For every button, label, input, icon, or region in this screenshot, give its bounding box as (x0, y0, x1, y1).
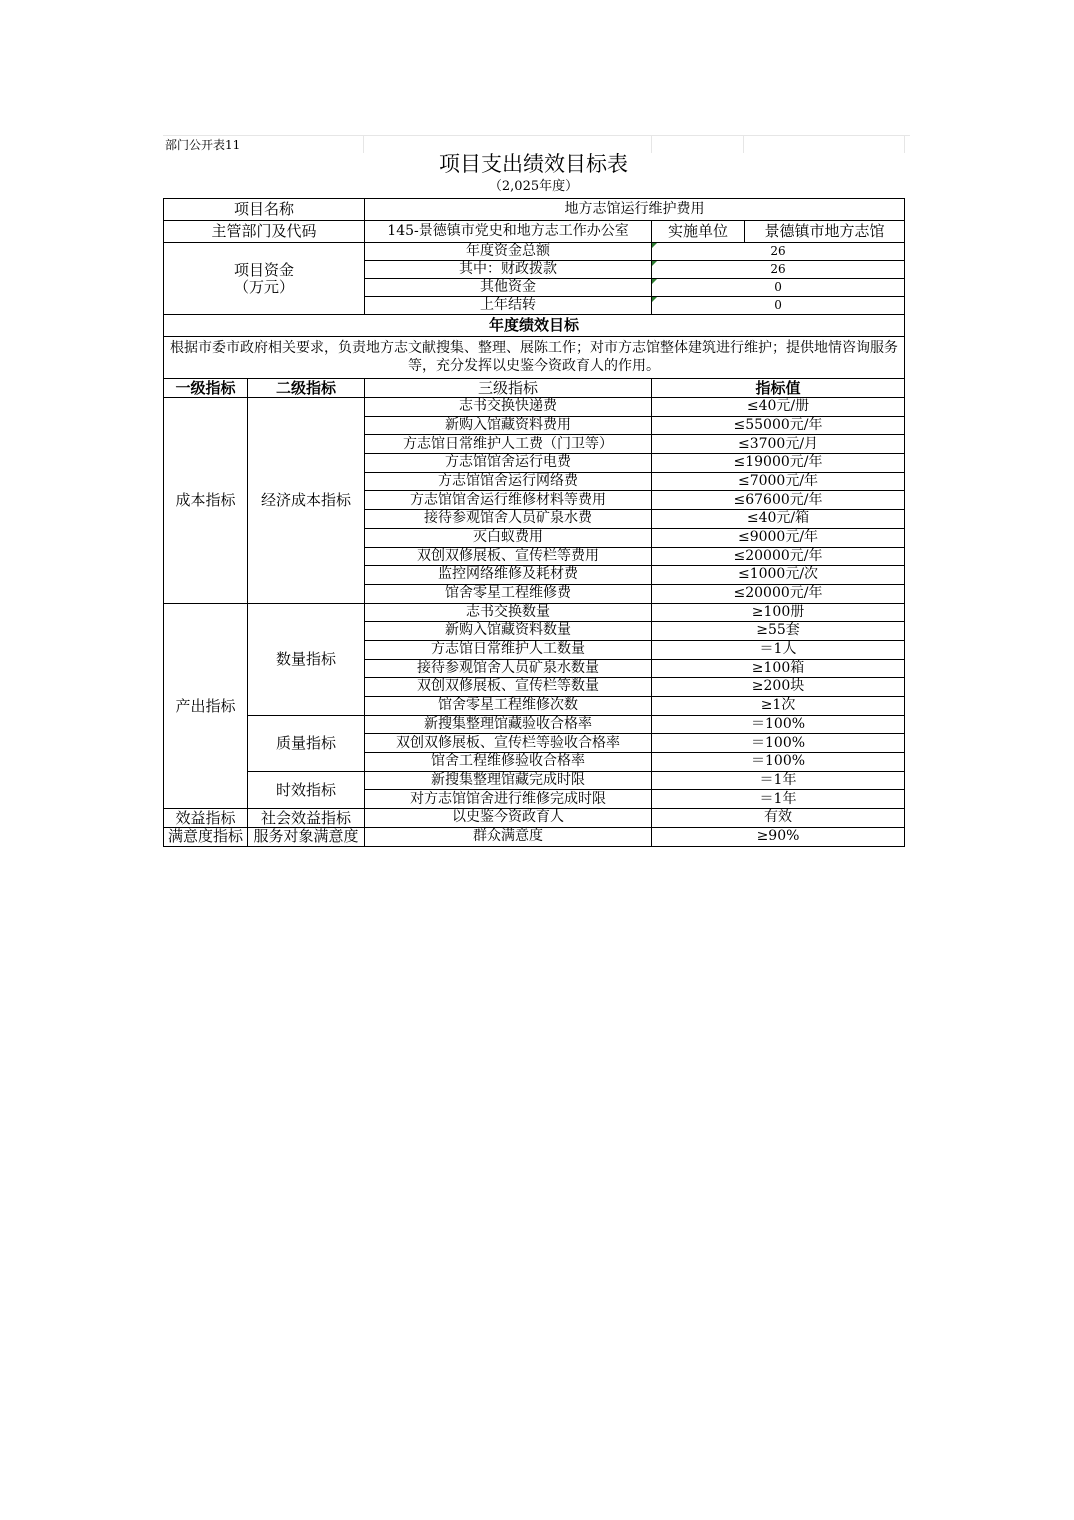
department-row (164, 221, 905, 243)
cell-marker (652, 279, 657, 284)
fiscal-year: （2,025年度） (488, 179, 579, 195)
table-row (164, 827, 905, 846)
indicator-value: ≥100箱 (652, 659, 905, 678)
funds-label-line2: （万元） (234, 277, 295, 296)
indicator-value: ≥90% (652, 827, 905, 846)
annual-goal-row (164, 337, 905, 379)
indicator-value: 有效 (652, 809, 905, 828)
indicator-name: 方志馆馆舍运行网络费 (365, 472, 652, 491)
department-value: 145-景德镇市党史和地方志工作办公室 (365, 221, 652, 243)
timeliness-level2: 时效指标 (248, 771, 365, 808)
indicator-name: 新购入馆藏资料费用 (365, 416, 652, 435)
indicator-value: ≥200块 (652, 678, 905, 697)
indicator-value: ＝1人 (652, 640, 905, 659)
indicator-name: 新购入馆藏资料数量 (365, 622, 652, 641)
indicator-value: ≤67600元/年 (652, 491, 905, 510)
cost-level2: 经济成本指标 (248, 398, 365, 604)
implementing-unit-label: 实施单位 (652, 221, 745, 243)
indicator-value: ≤3700元/月 (652, 435, 905, 454)
table-row (164, 809, 905, 828)
indicator-name: 馆舍工程维修验收合格率 (365, 753, 652, 772)
fund-item-label: 年度资金总额 (365, 243, 652, 261)
sheet-grid-lines (163, 135, 910, 152)
indicator-value: ≤9000元/年 (652, 528, 905, 547)
indicator-name: 以史鉴今资政育人 (365, 809, 652, 828)
project-name-row (164, 199, 905, 221)
fund-item-label: 其中：财政拨款 (365, 261, 652, 279)
indicator-name: 方志馆馆舍运行电费 (365, 454, 652, 473)
implementing-unit-value: 景德镇市地方志馆 (745, 221, 905, 243)
cell-marker (652, 243, 657, 248)
indicator-header-row (164, 379, 905, 398)
funds-label-line1: 项目资金 (234, 261, 295, 279)
indicator-name: 接待参观馆舍人员矿泉水费 (365, 510, 652, 529)
indicator-name: 志书交换快递费 (365, 398, 652, 417)
indicator-value: ≤20000元/年 (652, 584, 905, 603)
indicator-name: 群众满意度 (365, 827, 652, 846)
cell-marker (652, 297, 657, 302)
table-row (164, 771, 905, 790)
benefit-level2: 社会效益指标 (248, 809, 365, 828)
indicator-value: ＝100% (652, 734, 905, 753)
quantity-level2: 数量指标 (248, 603, 365, 715)
project-name-label: 项目名称 (164, 199, 365, 221)
table-row (164, 715, 905, 734)
department-label: 主管部门及代码 (164, 221, 365, 243)
indicator-name: 灭白蚁费用 (365, 528, 652, 547)
indicator-value: ≤1000元/次 (652, 566, 905, 585)
indicator-value: ＝100% (652, 715, 905, 734)
indicator-value: ≥1次 (652, 697, 905, 716)
indicator-value: ＝100% (652, 753, 905, 772)
indicator-name: 馆舍零星工程维修次数 (365, 697, 652, 716)
annual-goal-text: 根据市委市政府相关要求，负责地方志文献搜集、整理、展陈工作；对市方志馆整体建筑进行维护；提供地情咨询服务等，充分发挥以史鉴今资政育人的作用。 (164, 337, 905, 379)
indicator-name: 接待参观馆舍人员矿泉水数量 (365, 659, 652, 678)
indicator-value: ≤7000元/年 (652, 472, 905, 491)
indicator-value: ≥100册 (652, 603, 905, 622)
performance-table (163, 198, 905, 847)
benefit-level1: 效益指标 (164, 809, 248, 828)
indicator-value: ＝1年 (652, 771, 905, 790)
indicator-name: 新搜集整理馆藏完成时限 (365, 771, 652, 790)
indicator-name: 新搜集整理馆藏验收合格率 (365, 715, 652, 734)
indicator-value: ≤40元/箱 (652, 510, 905, 529)
indicator-value: ≤55000元/年 (652, 416, 905, 435)
indicator-value: ≤40元/册 (652, 398, 905, 417)
indicator-name: 监控网络维修及耗材费 (365, 566, 652, 585)
title-block (163, 152, 904, 197)
value-header: 指标值 (652, 379, 905, 398)
cell-marker (652, 261, 657, 266)
cost-level1: 成本指标 (164, 398, 248, 604)
project-name-value: 地方志馆运行维护费用 (365, 199, 905, 221)
indicator-name: 志书交换数量 (365, 603, 652, 622)
annual-goal-heading: 年度绩效目标 (164, 315, 905, 337)
indicator-name: 方志馆馆舍运行维修材料等费用 (365, 491, 652, 510)
fund-row (164, 243, 905, 261)
fund-item-value: 0 (652, 297, 905, 315)
indicator-name: 对方志馆馆舍进行维修完成时限 (365, 790, 652, 809)
level3-header: 三级指标 (365, 379, 652, 398)
satisfaction-level2: 服务对象满意度 (248, 827, 365, 846)
indicator-value: ≥55套 (652, 622, 905, 641)
fund-item-value: 0 (652, 279, 905, 297)
fund-item-label: 其他资金 (365, 279, 652, 297)
sheet-label: 部门公开表11 (165, 138, 241, 152)
table-row (164, 603, 905, 622)
annual-goal-heading-row (164, 315, 905, 337)
level2-header: 二级指标 (248, 379, 365, 398)
level1-header: 一级指标 (164, 379, 248, 398)
output-level1: 产出指标 (164, 603, 248, 809)
indicator-name: 双创双修展板、宣传栏等数量 (365, 678, 652, 697)
indicator-name: 方志馆日常维护人工费（门卫等） (365, 435, 652, 454)
quality-level2: 质量指标 (248, 715, 365, 771)
satisfaction-level1: 满意度指标 (164, 827, 248, 846)
indicator-name: 双创双修展板、宣传栏等费用 (365, 547, 652, 566)
table-row (164, 398, 905, 417)
funds-label (164, 243, 365, 315)
indicator-value: ＝1年 (652, 790, 905, 809)
fund-item-value: 26 (652, 243, 905, 261)
indicator-name: 双创双修展板、宣传栏等验收合格率 (365, 734, 652, 753)
page-title: 项目支出绩效目标表 (439, 152, 628, 177)
indicator-value: ≤20000元/年 (652, 547, 905, 566)
indicator-name: 方志馆日常维护人工数量 (365, 640, 652, 659)
indicator-name: 馆舍零星工程维修费 (365, 584, 652, 603)
indicator-value: ≤19000元/年 (652, 454, 905, 473)
fund-item-value: 26 (652, 261, 905, 279)
fund-item-label: 上年结转 (365, 297, 652, 315)
